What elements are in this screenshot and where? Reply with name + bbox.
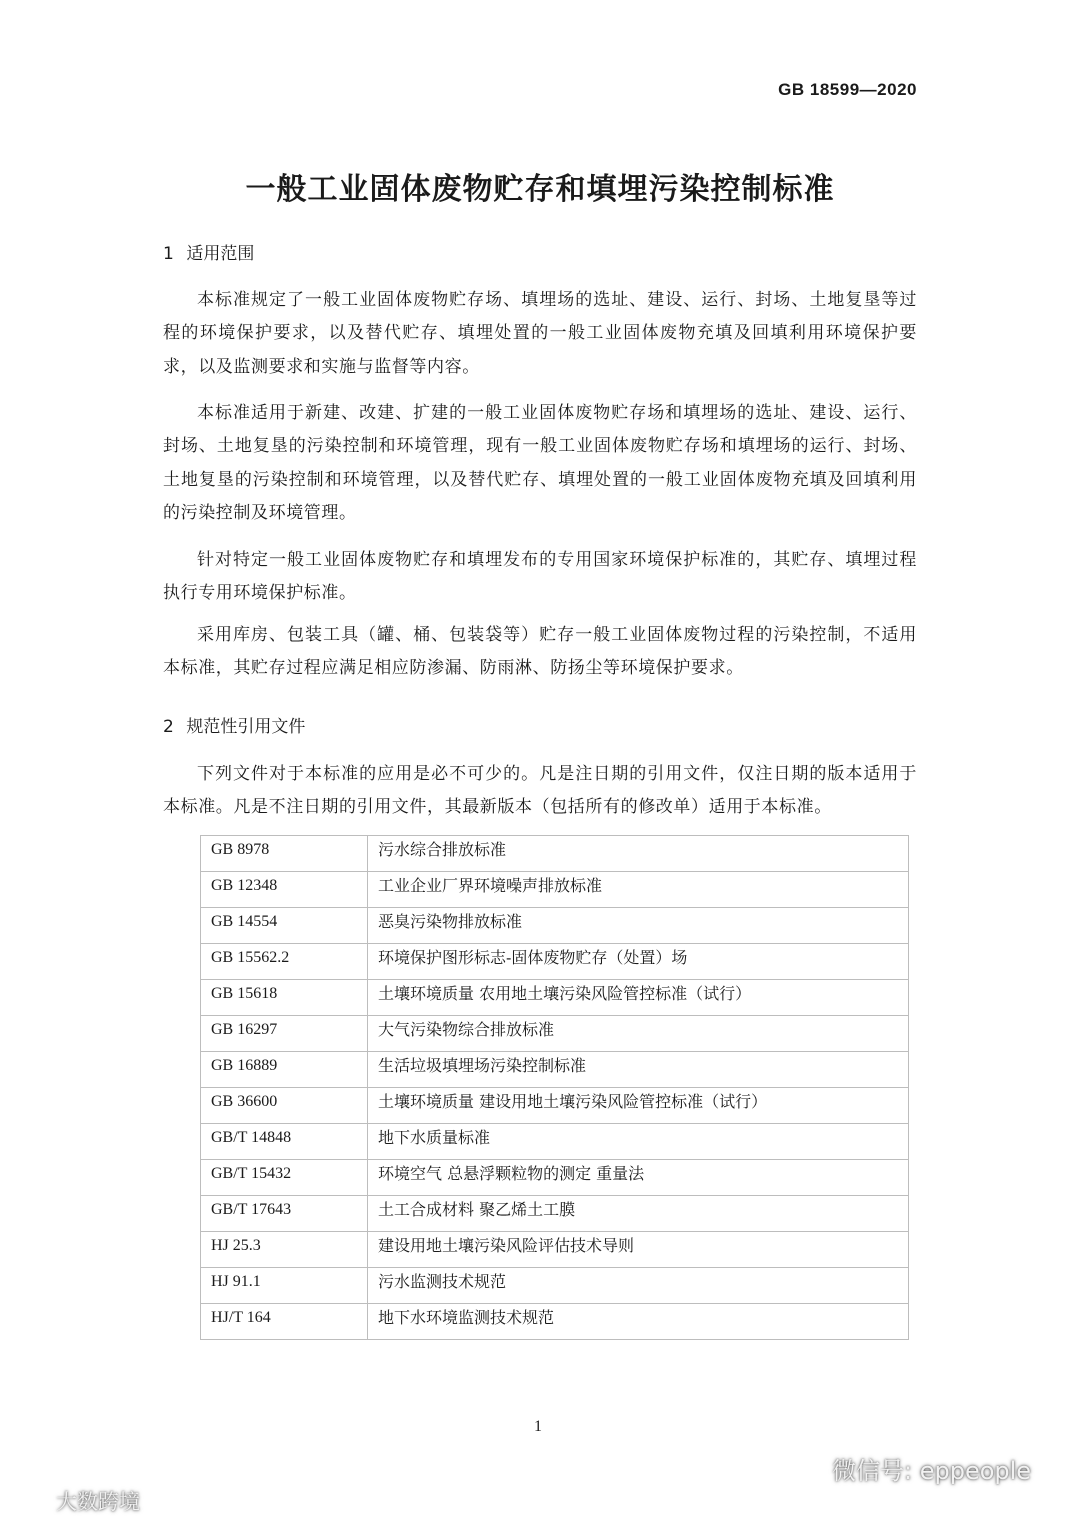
reference-code: GB/T 17643 [201, 1196, 368, 1232]
reference-name: 环境保护图形标志-固体废物贮存（处置）场 [368, 944, 909, 980]
table-row [201, 1124, 909, 1160]
paragraph: 针对特定一般工业固体废物贮存和填埋发布的专用国家环境保护标准的，其贮存、填埋过程执行专用环境保护标准。 [163, 550, 917, 604]
table-row [201, 1088, 909, 1124]
reference-code: GB 12348 [201, 872, 368, 908]
table-row [201, 836, 909, 872]
reference-name: 工业企业厂界环境噪声排放标准 [368, 872, 909, 908]
reference-code: GB 16889 [201, 1052, 368, 1088]
table-row [201, 1304, 909, 1340]
page-number: 1 [534, 1418, 542, 1435]
table-row [201, 980, 909, 1016]
reference-code: GB/T 15432 [201, 1160, 368, 1196]
reference-name: 土工合成材料 聚乙烯土工膜 [368, 1196, 909, 1232]
reference-name: 污水综合排放标准 [368, 836, 909, 872]
reference-name: 恶臭污染物排放标准 [368, 908, 909, 944]
reference-code: GB/T 14848 [201, 1124, 368, 1160]
table-row [201, 944, 909, 980]
reference-name: 地下水质量标准 [368, 1124, 909, 1160]
reference-name: 地下水环境监测技术规范 [368, 1304, 909, 1340]
reference-name: 土壤环境质量 建设用地土壤污染风险管控标准（试行） [368, 1088, 909, 1124]
brand-watermark-text: 大数跨境 [56, 1490, 140, 1514]
section-heading-scope [163, 239, 254, 264]
table-row [201, 908, 909, 944]
standard-code: GB 18599—2020 [778, 80, 917, 99]
wechat-watermark [796, 1451, 1031, 1486]
reference-code: GB 36600 [201, 1088, 368, 1124]
section-heading-normative-references [163, 712, 305, 737]
reference-code: HJ 25.3 [201, 1232, 368, 1268]
table-row [201, 1268, 909, 1304]
paragraph: 本标准规定了一般工业固体废物贮存场、填埋场的选址、建设、运行、封场、土地复垦等过程的环境保护要求，以及替代贮存、填埋处置的一般工业固体废物充填及回填利用环境保护要求，以及监测要求和实施与监督等内容。 [163, 290, 917, 377]
wechat-icon [796, 1453, 826, 1485]
table-row [201, 872, 909, 908]
paragraph: 下列文件对于本标准的应用是必不可少的。凡是注日期的引用文件，仅注日期的版本适用于本标准。凡是不注日期的引用文件，其最新版本（包括所有的修改单）适用于本标准。 [163, 764, 917, 818]
reference-code: GB 15562.2 [201, 944, 368, 980]
reference-code: GB 15618 [201, 980, 368, 1016]
table-row [201, 1160, 909, 1196]
reference-code: HJ 91.1 [201, 1268, 368, 1304]
paragraph: 采用库房、包装工具（罐、桶、包装袋等）贮存一般工业固体废物过程的污染控制，不适用本标准，其贮存过程应满足相应防渗漏、防雨淋、防扬尘等环境保护要求。 [163, 625, 917, 679]
reference-code: HJ/T 164 [201, 1304, 368, 1340]
reference-code: GB 14554 [201, 908, 368, 944]
reference-name: 土壤环境质量 农用地土壤污染风险管控标准（试行） [368, 980, 909, 1016]
reference-name: 生活垃圾填埋场污染控制标准 [368, 1052, 909, 1088]
reference-name: 环境空气 总悬浮颗粒物的测定 重量法 [368, 1160, 909, 1196]
reference-code: GB 8978 [201, 836, 368, 872]
reference-name: 大气污染物综合排放标准 [368, 1016, 909, 1052]
reference-name: 污水监测技术规范 [368, 1268, 909, 1304]
wechat-watermark-text: 微信号: eppeople [832, 1457, 1032, 1485]
paragraph: 本标准适用于新建、改建、扩建的一般工业固体废物贮存场和填埋场的选址、建设、运行、封场、土地复垦的污染控制和环境管理，现有一般工业固体废物贮存场和填埋场的运行、封场、土地复垦的污染控制和环境管理，以及替代贮存、填埋处置的一般工业固体废物充填及回填利用的污染控制及环境管理。 [163, 403, 917, 524]
reference-code: GB 16297 [201, 1016, 368, 1052]
section-title: 规范性引用文件 [186, 717, 306, 737]
section-title: 适用范围 [186, 244, 255, 264]
table-row [201, 1196, 909, 1232]
reference-name: 建设用地土壤污染风险评估技术导则 [368, 1232, 909, 1268]
document-title: 一般工业固体废物贮存和填埋污染控制标准 [245, 172, 835, 207]
section-number: 1 [163, 244, 174, 264]
section-number: 2 [163, 717, 174, 737]
table-row [201, 1052, 909, 1088]
table-row [201, 1016, 909, 1052]
brand-watermark [6, 1486, 140, 1516]
brand-logo-icon [6, 1488, 50, 1515]
table-row [201, 1232, 909, 1268]
reference-table [200, 835, 909, 1340]
